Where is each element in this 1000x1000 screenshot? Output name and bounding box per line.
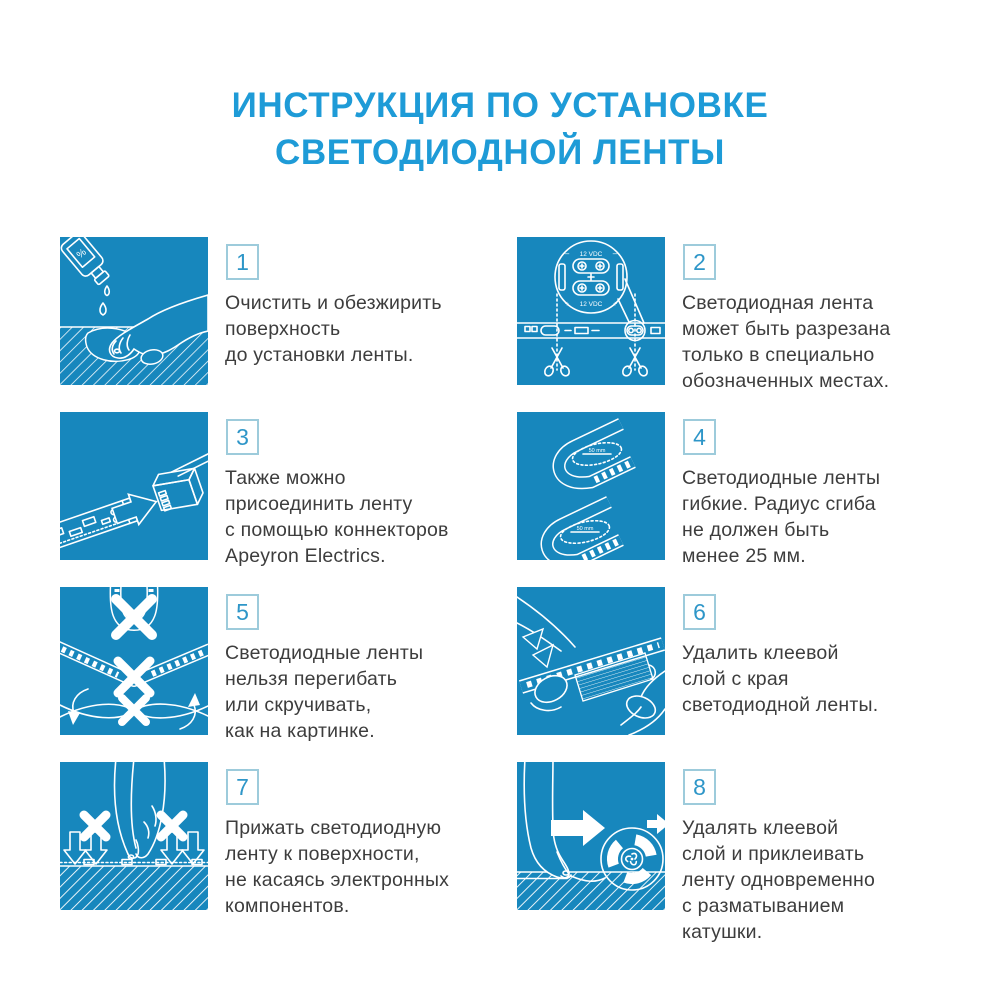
svg-text:+: + [564, 301, 570, 308]
step-number-badge: 3 [226, 419, 259, 455]
step-8-line: Удалять клеевой [682, 817, 839, 839]
svg-text:%: % [74, 246, 89, 262]
step-3-line: с помощью коннекторов [225, 519, 449, 541]
step-6-line: светодиодной ленты. [682, 694, 879, 716]
step-6-tile [517, 587, 665, 735]
move-arrow-icon [551, 810, 605, 846]
step-3-line: Также можно [225, 467, 346, 489]
svg-text:+: + [612, 301, 618, 308]
step-4-line: гибкие. Радиус сгиба [682, 493, 876, 515]
step-7-line: компонентов. [225, 895, 350, 917]
step-2-tile [517, 237, 665, 385]
step-4-text [682, 465, 880, 569]
svg-text:12 VDC: 12 VDC [579, 301, 603, 308]
step-8-tile [517, 762, 665, 910]
step-6-line: слой с края [682, 668, 789, 690]
step-number-badge: 5 [226, 594, 259, 630]
step-item-3 [60, 412, 517, 587]
svg-text:50 mm: 50 mm [576, 526, 594, 532]
step-5-line: или скручивать, [225, 694, 372, 716]
step-4-line: менее 25 мм. [682, 545, 806, 567]
step-8-line: ленту одновременно [682, 869, 876, 891]
step-number-badge: 2 [683, 244, 716, 280]
steps-grid [60, 237, 974, 943]
step-2-text [682, 290, 890, 394]
step-8-line: с разматыванием [682, 895, 845, 917]
step-item-8 [517, 762, 974, 943]
page-title [0, 82, 1000, 176]
step-item-2 [517, 237, 974, 412]
page-title-line-2: СВЕТОДИОДНОЙ ЛЕНТЫ [275, 133, 725, 172]
step-6-line: Удалить клеевой [682, 642, 839, 664]
step-4-line: не должен быть [682, 519, 830, 541]
svg-text:50 mm: 50 mm [588, 448, 606, 454]
cross-mark-icon [122, 698, 146, 722]
svg-text:–: – [564, 249, 570, 258]
step-1-line: до установки ленты. [225, 344, 414, 366]
connector-illustration [60, 412, 208, 560]
step-1-line: Очистить и обезжирить [225, 292, 442, 314]
step-item-6 [517, 587, 974, 762]
page-title-line-1: ИНСТРУКЦИЯ ПО УСТАНОВКЕ [231, 86, 769, 125]
step-7-line: Прижать светодиодную [225, 817, 442, 839]
press-strip-illustration [60, 762, 208, 910]
step-5-tile [60, 587, 208, 735]
step-7-text [225, 815, 449, 919]
unwind-arrow-icon [647, 814, 665, 834]
step-item-7 [60, 762, 517, 937]
cross-mark-icon [161, 815, 183, 837]
step-7-line: не касаясь электронных [225, 869, 450, 891]
step-3-line: Apeyron Electrics. [225, 545, 386, 567]
step-2-line: только в специально [682, 344, 875, 366]
step-5-text [225, 640, 423, 744]
svg-text:12 VDC: 12 VDC [579, 251, 603, 258]
scissors-icon [543, 348, 570, 377]
step-1-line: поверхность [225, 318, 341, 340]
step-item-4 [517, 412, 974, 587]
step-4-tile [517, 412, 665, 560]
step-number-badge: 8 [683, 769, 716, 805]
unwind-reel-illustration [517, 762, 665, 910]
no-kink-twist-illustration [60, 587, 208, 735]
step-6-text [682, 640, 878, 718]
step-3-line: присоединить ленту [225, 493, 413, 515]
svg-text:–: – [612, 249, 618, 258]
step-8-text [682, 815, 875, 945]
step-8-line: катушки. [682, 921, 763, 943]
clean-surface-illustration [60, 237, 208, 385]
peel-adhesive-illustration [517, 587, 665, 735]
cut-marked-places-illustration [517, 237, 665, 385]
step-7-line: ленту к поверхности, [225, 843, 420, 865]
step-number-badge: 6 [683, 594, 716, 630]
step-2-line: может быть разрезана [682, 318, 891, 340]
step-8-line: слой и приклеивать [682, 843, 865, 865]
reel-hub-fan-icon [625, 853, 637, 865]
scissors-icon [621, 348, 648, 377]
step-item-1 [60, 237, 517, 412]
step-3-tile [60, 412, 208, 560]
step-1-tile [60, 237, 208, 385]
step-3-text [225, 465, 449, 569]
step-2-line: обозначенных местах. [682, 370, 890, 392]
cross-mark-icon [84, 815, 106, 837]
step-2-line: Светодиодная лента [682, 292, 874, 314]
step-5-line: нельзя перегибать [225, 668, 398, 690]
step-5-line: Светодиодные ленты [225, 642, 424, 664]
step-7-tile [60, 762, 208, 910]
step-number-badge: 1 [226, 244, 259, 280]
step-5-line: как на картинке. [225, 720, 375, 742]
bend-radius-illustration [517, 412, 665, 560]
step-item-5 [60, 587, 517, 762]
step-4-line: Светодиодные ленты [682, 467, 881, 489]
step-number-badge: 4 [683, 419, 716, 455]
step-1-text [225, 290, 442, 368]
step-number-badge: 7 [226, 769, 259, 805]
